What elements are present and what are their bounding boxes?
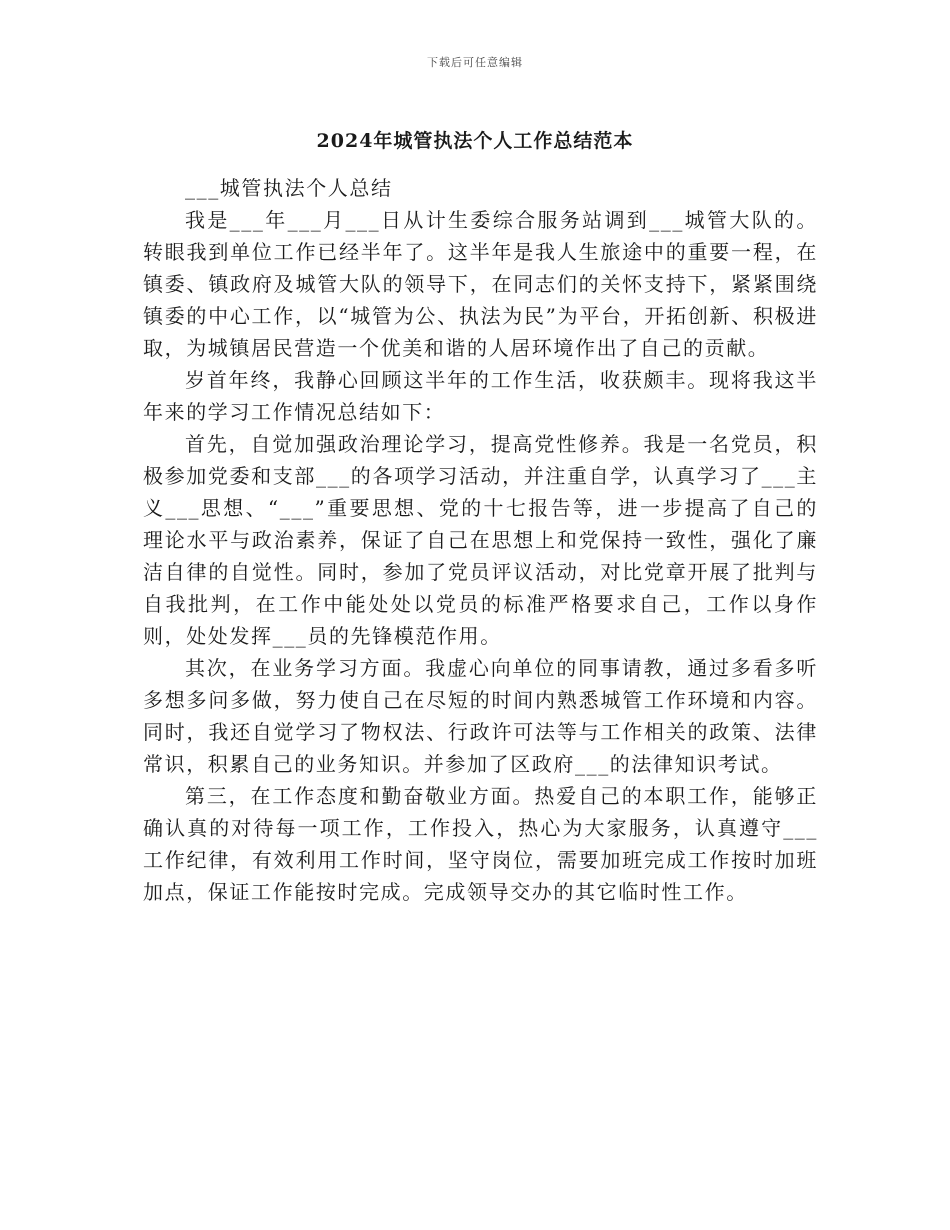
document-title: 2024年城管执法个人工作总结范本 (316, 130, 634, 152)
paragraph-first: 首先，自觉加强政治理论学习，提高党性修养。我是一名党员，积极参加党委和支部___的各项学习活动，并注重自学，认真学习了___主义___思想、“___”重要思想、党的十七报告等，进一步提高了自己的理论水平与政治素养，保证了自己在思想上和党保持一致性，强化了廉洁自律的自觉性。同时，参加了党员评议活动，对比党章开展了批判与自我批判，在工作中能处处以党员的标准严格要求自己，工作以身作则，处处发挥___员的先锋模范作用。 (143, 432, 818, 648)
document-body (143, 172, 818, 908)
paragraph-review: 岁首年终，我静心回顾这半年的工作生活，收获颇丰。现将我这半年来的学习工作情况总结如下： (143, 368, 818, 424)
paragraph-subtitle: ___城管执法个人总结 (185, 176, 393, 200)
paragraph-second: 其次，在业务学习方面。我虚心向单位的同事请教，通过多看多听多想多问多做，努力使自己在尽短的时间内熟悉城管工作环境和内容。同时，我还自觉学习了物权法、行政许可法等与工作相关的政策、法律常识，积累自己的业务知识。并参加了区政府___的法律知识考试。 (143, 656, 818, 776)
paragraph-intro: 我是___年___月___日从计生委综合服务站调到___城管大队的。转眼我到单位工作已经半年了。这半年是我人生旅途中的重要一程，在镇委、镇政府及城管大队的领导下，在同志们的关怀支持下，紧紧围绕镇委的中心工作，以“城管为公、执法为民”为平台，开拓创新、积极进取，为城镇居民营造一个优美和谐的人居环境作出了自己的贡献。 (143, 208, 818, 360)
header-note: 下载后可任意编辑 (427, 56, 523, 69)
paragraph-third: 第三，在工作态度和勤奋敬业方面。热爱自己的本职工作，能够正确认真的对待每一项工作，工作投入，热心为大家服务，认真遵守___工作纪律，有效利用工作时间，坚守岗位，需要加班完成工作按时加班加点，保证工作能按时完成。完成领导交办的其它临时性工作。 (143, 784, 818, 904)
